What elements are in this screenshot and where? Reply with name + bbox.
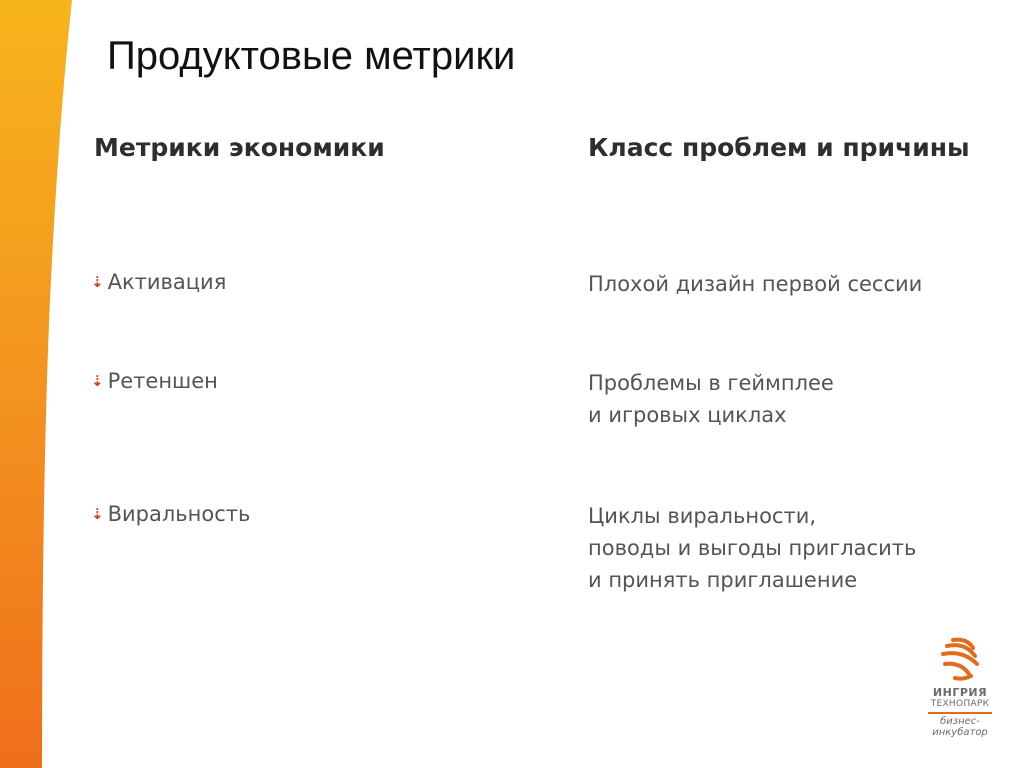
down-arrow-bullet-icon: ⇣ bbox=[91, 372, 104, 390]
down-arrow-bullet-icon: ⇣ bbox=[91, 505, 104, 523]
ingria-swirl-logo-icon bbox=[935, 634, 985, 682]
reason-line: поводы и выгоды пригласить bbox=[588, 536, 917, 560]
logo-name: ИНГРИЯ bbox=[932, 686, 988, 699]
metric-label: Активация bbox=[107, 270, 227, 294]
down-arrow-bullet-icon: ⇣ bbox=[91, 273, 104, 291]
reason-line: Циклы виральности, bbox=[588, 504, 817, 528]
logo-subtitle: ТЕХНОПАРК bbox=[930, 699, 990, 709]
reason-line: и принять приглашение bbox=[588, 568, 858, 592]
slide-title: Продуктовые метрики bbox=[107, 34, 516, 78]
reason-line: Проблемы в геймплее bbox=[588, 371, 834, 395]
ingria-logo bbox=[922, 634, 998, 744]
logo-divider bbox=[928, 712, 992, 714]
metric-label: Ретеншен bbox=[107, 369, 218, 393]
reason-block bbox=[588, 367, 834, 431]
logo-tagline-2: инкубатор bbox=[932, 727, 988, 738]
reason-line: и игровых циклах bbox=[588, 403, 787, 427]
column-header-problems: Класс проблем и причины bbox=[588, 133, 970, 162]
reason-block bbox=[588, 268, 922, 300]
metric-item bbox=[91, 369, 218, 393]
metric-label: Виральность bbox=[107, 502, 251, 526]
reason-block bbox=[588, 500, 916, 596]
reason-line: Плохой дизайн первой сессии bbox=[588, 272, 923, 296]
metric-item bbox=[91, 502, 250, 526]
logo-tagline-1: бизнес- bbox=[940, 716, 980, 727]
column-header-metrics: Метрики экономики bbox=[94, 133, 385, 162]
metric-item bbox=[91, 270, 226, 294]
left-decorative-band bbox=[0, 0, 90, 768]
